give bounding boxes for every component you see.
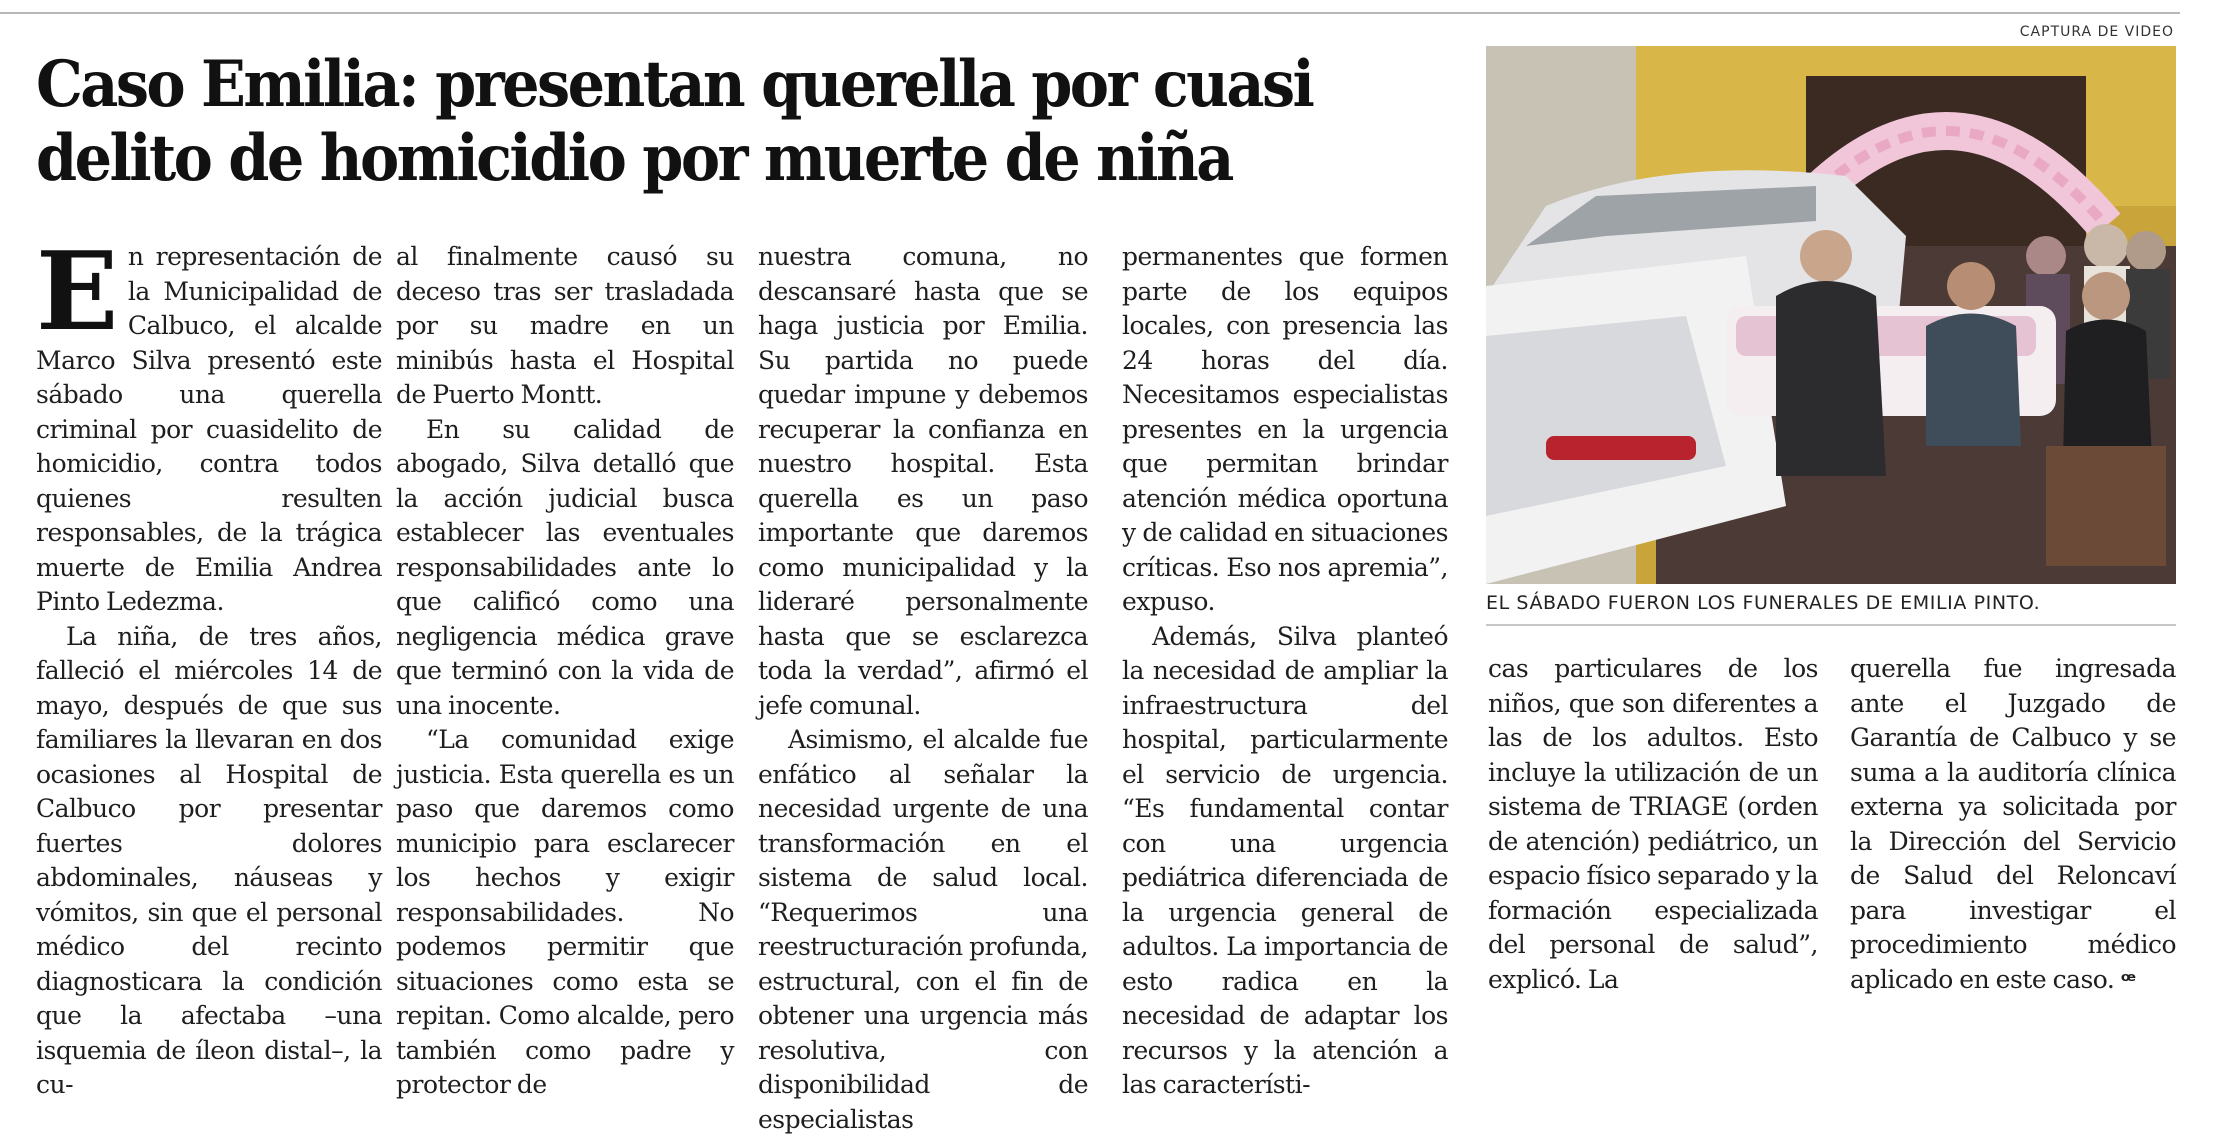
paragraph: cas particulares de los niños, que son diferentes a las de los adultos. Esto incluye la utilización de un sistema de TRIAGE (orden de atención) pediátrico, un espacio físico separado y la formación especializada del personal de salud”, explicó. La xyxy=(1488,654,1818,994)
paragraph: “La comunidad exige justicia. Esta querella es un paso que daremos como municipio para esclarecer los hechos y exigir responsabilidades. No podemos permitir que situaciones como esta se repitan. Como alcalde, pero también como padre y protector de xyxy=(396,725,734,1099)
paragraph: Además, Silva planteó la necesidad de ampliar la infraestructura del hospital, particularmente el servicio de urgencia. “Es fundamental contar con una urgencia pediátrica diferenciada de la urgencia general de adultos. La importancia de esto radica en la necesidad de adaptar los recursos y la atención a las característi- xyxy=(1122,621,1448,1099)
article-column-4 xyxy=(1122,240,1448,1103)
article-column-6 xyxy=(1850,652,2176,999)
paragraph-text: querella fue ingresada ante el Juzgado de Garantía de Calbuco y se suma a la auditoría clínica externa ya solicitada por la Dirección del Servicio de Salud del Reloncaví para investigar el procedimiento médico aplicado en este caso. xyxy=(1850,654,2176,994)
photo-credit: CAPTURA DE VIDEO xyxy=(2019,24,2174,40)
paragraph xyxy=(1850,652,2176,999)
headline: Caso Emilia: presentan querella por cuasi delito de homicidio por muerte de niña xyxy=(36,47,1313,196)
drop-cap: E xyxy=(36,229,118,355)
photo-caption: EL SÁBADO FUERON LOS FUNERALES DE EMILIA PINTO. xyxy=(1486,592,2176,626)
paragraph: En su calidad de abogado, Silva detalló que la acción judicial busca establecer las eventuales responsabilidades ante lo que calificó como una negligencia médica grave que terminó con la vida de una inocente. xyxy=(396,414,734,720)
end-mark: ꟹ xyxy=(2120,968,2136,994)
funeral-photo xyxy=(1486,46,2176,584)
paragraph: nuestra comuna, no descansaré hasta que se haga justicia por Emilia. Su partida no puede quedar impune y debemos recuperar la confianza en nuestro hospital. Esta querella es un paso importante que daremos como municipalidad y la lideraré personalmente hasta que se esclarezca toda la verdad”, afirmó el jefe comunal. xyxy=(758,242,1088,720)
funeral-scene-image xyxy=(1486,46,2176,584)
paragraph-text: n representación de la Municipalidad de Calbuco, el alcalde Marco Silva presentó este sábado una querella criminal por cuasidelito de homicidio, contra todos quienes resulten responsables, de la trágica muerte de Emilia Andrea Pinto Ledezma. xyxy=(36,242,382,616)
article-column-2 xyxy=(396,240,734,1103)
paragraph xyxy=(36,229,382,620)
paragraph: al finalmente causó su deceso tras ser trasladada por su madre en un minibús hasta el Hospital de Puerto Montt. xyxy=(396,242,734,409)
paragraph: permanentes que formen parte de los equipos locales, con presencia las 24 horas del día. Necesitamos especialistas presentes en la urgencia que permitan brindar atención médica oportuna y de calidad en situaciones críticas. Eso nos apremia”, expuso. xyxy=(1122,242,1448,616)
paragraph: La niña, de tres años, falleció el miércoles 14 de mayo, después de que sus familiares la llevaran en dos ocasiones al Hospital de Calbuco por presentar fuertes dolores abdominales, náuseas y vómitos, sin que el personal médico del recinto diagnosticara la condición que la afectaba –una isquemia de íleon distal–, la cu- xyxy=(36,621,382,1099)
paragraph: Asimismo, el alcalde fue enfático al señalar la necesidad urgente de una transformación en el sistema de salud local. “Requerimos una reestructuración profunda, estructural, con el fin de obtener una urgencia más resolutiva, con disponibilidad de especialistas xyxy=(758,725,1088,1134)
article-column-3 xyxy=(758,240,1088,1137)
article-column-5 xyxy=(1488,652,1818,997)
article-column-1 xyxy=(36,229,382,1103)
top-rule xyxy=(0,12,2180,14)
